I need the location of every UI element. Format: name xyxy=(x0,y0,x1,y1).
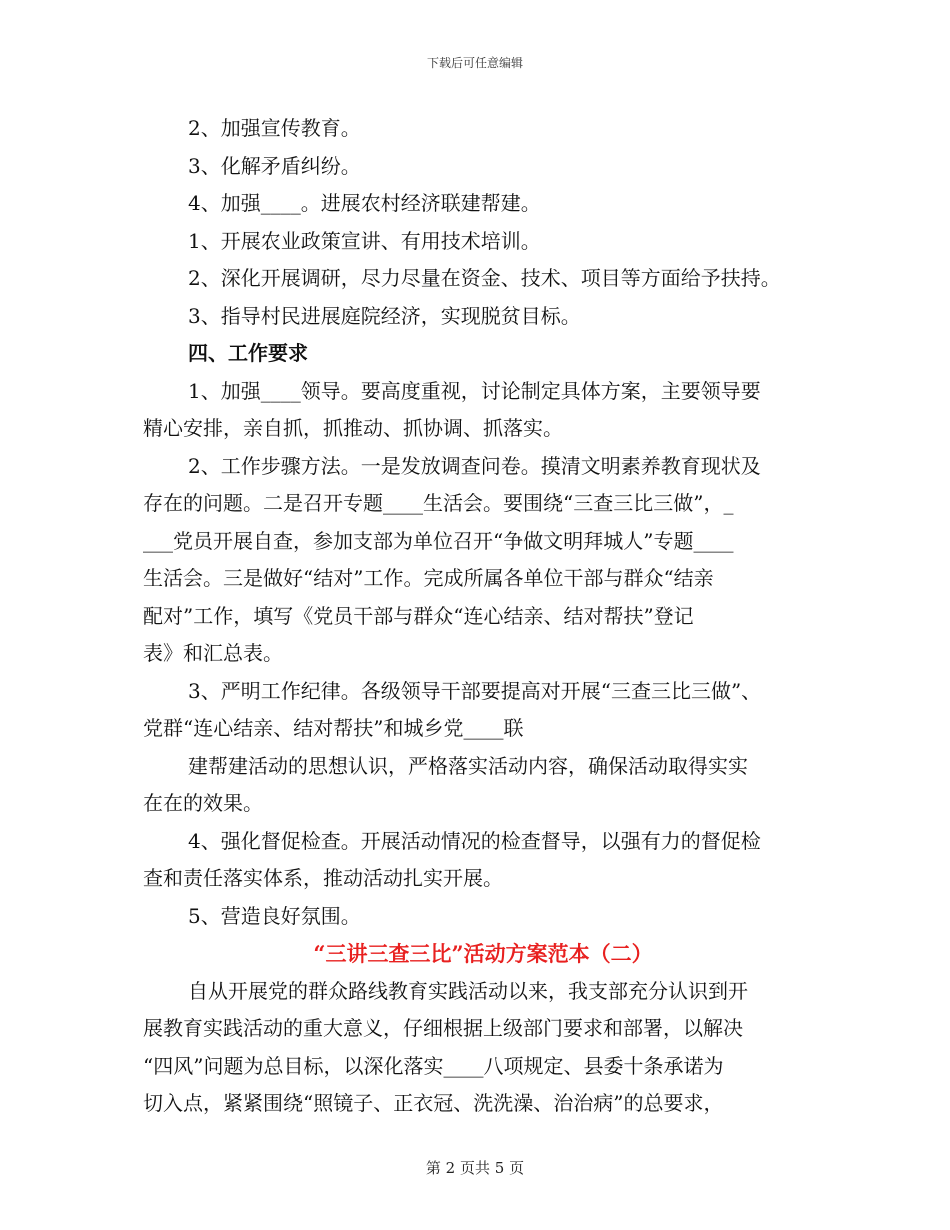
paragraph-line: 1、加强____领导。要高度重视，讨论制定具体方案，主要领导要 xyxy=(188,378,761,403)
paragraph-line: 党群“连心结亲、结对帮扶”和城乡党____联 xyxy=(143,716,524,740)
paragraph-line: 2、深化开展调研，尽力尽量在资金、技术、项目等方面给予扶持。 xyxy=(188,266,781,290)
page-header: 下载后可任意编辑 xyxy=(426,56,523,70)
paragraph-line: 3、严明工作纪律。各级领导干部要提高对开展“三查三比三做”、 xyxy=(188,678,762,703)
paragraph-line: 4、加强____。进展农村经济联建帮建。 xyxy=(188,191,541,215)
paragraph-line: 生活会。三是做好“结对”工作。完成所属各单位干部与群众“结亲 xyxy=(143,566,714,590)
paragraph-line: 自从开展党的群众路线教育实践活动以来，我支部充分认识到开 xyxy=(188,978,748,1003)
document-body xyxy=(143,110,843,1123)
paragraph-line: “四风”问题为总目标，以深化落实____八项规定、县委十条承诺为 xyxy=(143,1053,724,1078)
paragraph-line: 在在的效果。 xyxy=(143,791,263,815)
paragraph-line: 切入点，紧紧围绕“照镜子、正衣冠、洗洗澡、治治病”的总要求， xyxy=(143,1091,724,1115)
section-heading: 四、工作要求 xyxy=(188,341,308,365)
paragraph-line: 配对”工作，填写《党员干部与群众“连心结亲、结对帮扶”登记 xyxy=(143,603,694,628)
paragraph-line: 2、加强宣传教育。 xyxy=(188,116,361,140)
paragraph-line: 存在的问题。二是召开专题____生活会。要围绕“三查三比三做”，_ xyxy=(143,491,734,515)
paragraph-line: 查和责任落实体系，推动活动扎实开展。 xyxy=(143,866,503,890)
paragraph-line: 5、营造良好氛围。 xyxy=(188,903,361,928)
page-footer: 第 2 页共 5 页 xyxy=(425,1159,525,1177)
paragraph-line: 建帮建活动的思想认识，严格落实活动内容，确保活动取得实实 xyxy=(188,753,748,778)
paragraph-line: 3、指导村民进展庭院经济，实现脱贫目标。 xyxy=(188,303,581,328)
paragraph-line: 展教育实践活动的重大意义，仔细根据上级部门要求和部署，以解决 xyxy=(143,1016,743,1040)
paragraph-line: 4、强化督促检查。开展活动情况的检查督导，以强有力的督促检 xyxy=(188,828,761,853)
paragraph-line: ___党员开展自查，参加支部为单位召开“争做文明拜城人”专题____ xyxy=(143,528,734,553)
paragraph-line: 2、工作步骤方法。一是发放调查问卷。摸清文明素养教育现状及 xyxy=(188,453,761,478)
paragraph-line: 1、开展农业政策宣讲、有用技术培训。 xyxy=(188,228,541,253)
section-title: “三讲三查三比”活动方案范本（二） xyxy=(313,941,653,966)
paragraph-line: 精心安排，亲自抓，抓推动、抓协调、抓落实。 xyxy=(143,416,563,440)
paragraph-line: 3、化解矛盾纠纷。 xyxy=(188,153,361,178)
paragraph-line: 表》和汇总表。 xyxy=(143,641,283,665)
